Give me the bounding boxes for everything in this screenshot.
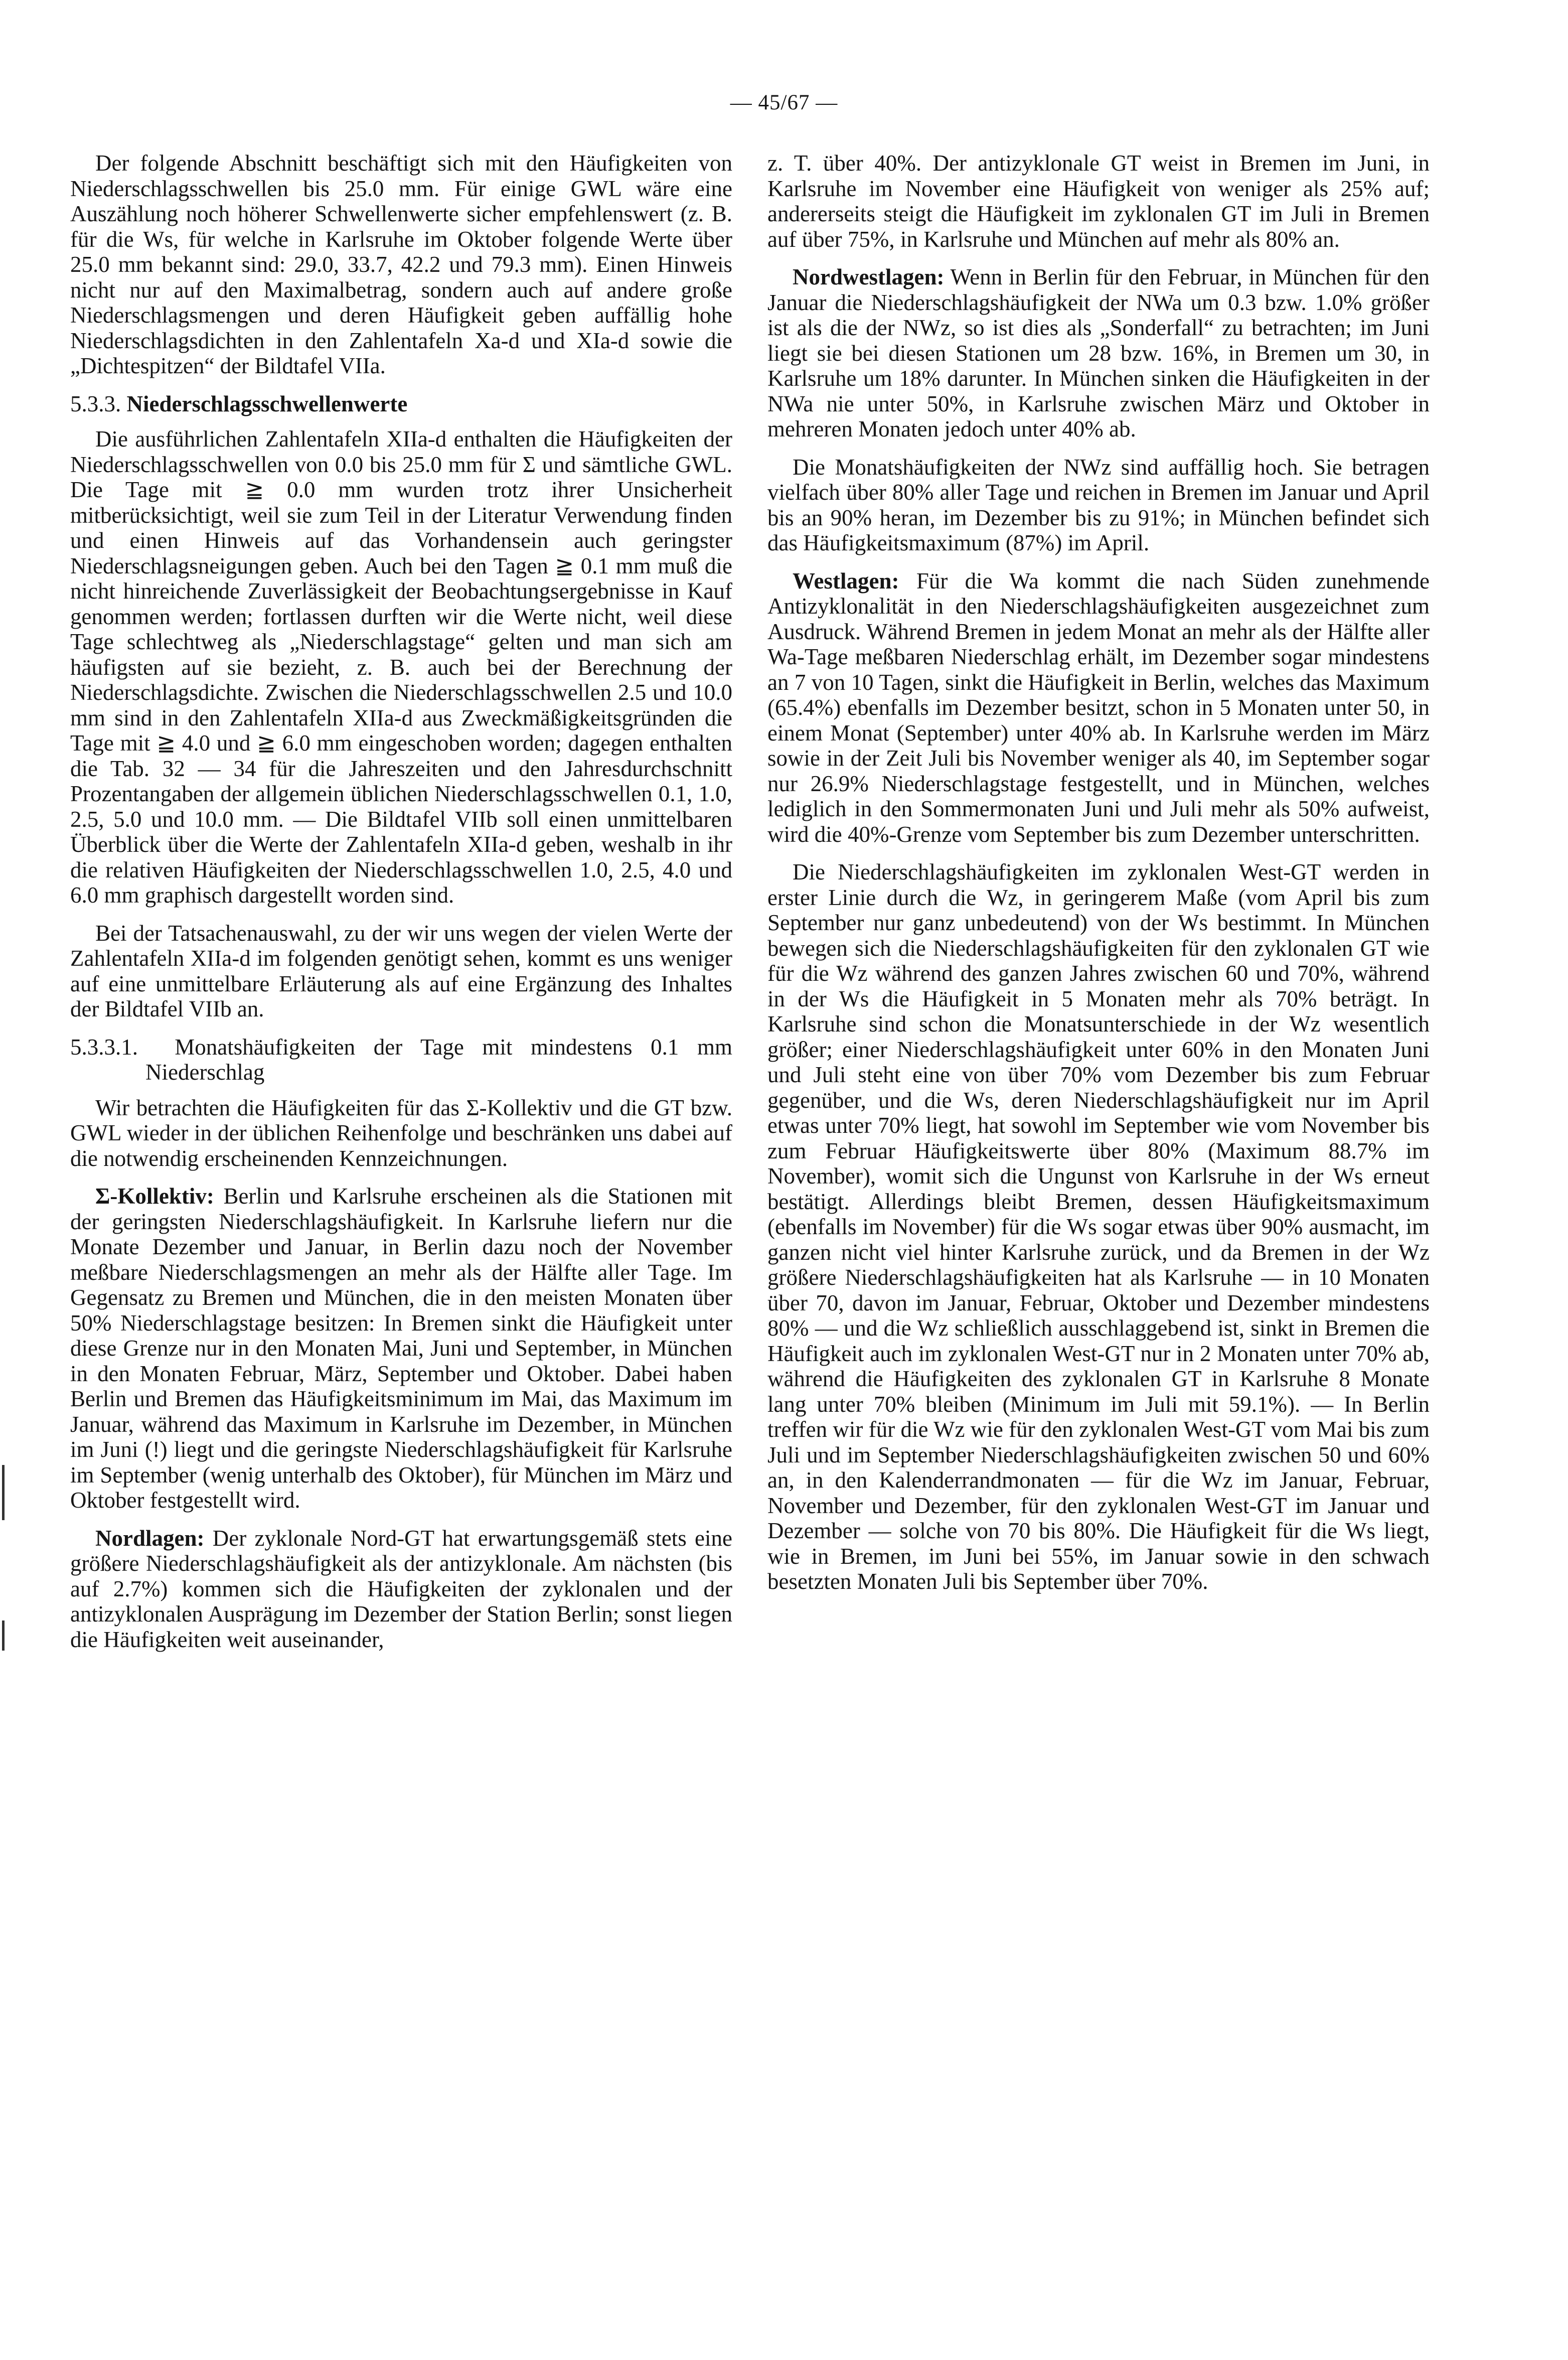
subsection-title: Monatshäufigkeiten der Tage mit mindestens 0.1 mm Niederschlag [145,1034,733,1085]
paragraph-lead: Σ-Kollektiv: [95,1184,214,1209]
paragraph [70,1184,732,1513]
paragraph-lead: Nordlagen: [95,1525,205,1551]
paragraph-body: Der zyklonale Nord-GT hat erwartungsgemäß stets eine größere Niederschlagshäufigkeit als der antizyklonale. Am nächsten (bis auf 2.7%) kommen sich die Häufigkeiten der zyklonalen und der antizyklonalen Ausprägung im Dezember der Station Berlin; sonst liegen die Häufigkeiten weit auseinander, [70,1525,733,1652]
section-title: Niederschlagsschwellenwerte [126,391,408,416]
paragraph [767,264,1430,442]
margin-mark [2,1620,5,1651]
page-number: — 45/67 — [730,91,838,114]
margin-mark [2,1465,5,1520]
paragraph: z. T. über 40%. Der antizyklonale GT weist in Bremen im Juni, in Karlsruhe im November eine Häufigkeit von weniger als 25% auf; andererseits steigt die Häufigkeit im zyklonalen GT im Juli in Bremen auf über 75%, in Karlsruhe und München auf mehr als 80% an. [767,151,1430,252]
subsection-heading [70,1035,732,1085]
paragraph [70,1526,732,1653]
subsection-number: 5.3.3.1. [70,1034,138,1060]
paragraph-body: Für die Wa kommt die nach Süden zunehmende Antizyklonalität in den Niederschlagshäufigkeiten ausgezeichnet zum Ausdruck. Während Bremen in jedem Monat an mehr als der Hälfte aller Wa-Tage meßbaren Niederschlag erhält, im Dezember sogar mindestens an 7 von 10 Tagen, sinkt die Häufigkeit in Berlin, welches das Maximum (65.4%) ebenfalls im Dezember besitzt, schon in 5 Monaten unter 50, in einem Monat (September) unter 40% ab. In Karlsruhe werden im März sowie in der Zeit Juli bis November weniger als 40, im September sogar nur 26.9% Niederschlagstage festgestellt, und in München, welches lediglich in den Sommermonaten Juni und Juli mehr als 50% aufweist, wird die 40%-Grenze vom September bis zum Dezember unterschritten. [767,568,1430,847]
paragraph-body: Wenn in Berlin für den Februar, in München für den Januar die Niederschlagshäufigkeit der NWa um 0.3 bzw. 1.0% größer ist als die der NWz, so ist dies als „Sonderfall“ zu betrachten; im Juni liegt sie bei diesen Stationen um 28 bzw. 16%, in Bremen um 30, in Karlsruhe um 18% darunter. In München sinken die Häufigkeiten in der NWa nie unter 50%, in Karlsruhe zwischen März und Oktober in mehreren Monaten jedoch unter 40% ab. [767,264,1430,441]
paragraph [767,568,1430,847]
left-column [70,151,732,1665]
paragraph: Bei der Tatsachenauswahl, zu der wir uns wegen der vielen Werte der Zahlentafeln XIIa-d im folgenden genötigt sehen, kommt es uns weniger auf eine unmittelbare Erläuterung als auf eine Ergänzung des Inhaltes der Bildtafel VIIb an. [70,920,732,1021]
paragraph: Wir betrachten die Häufigkeiten für das Σ-Kollektiv und die GT bzw. GWL wieder in der üblichen Reihenfolge und beschränken uns dabei auf die notwendig erscheinenden Kennzeichnungen. [70,1095,732,1171]
section-number: 5.3.3. [70,391,121,416]
paragraph-lead: Westlagen: [793,568,899,594]
paragraph: Die Monatshäufigkeiten der NWz sind auffällig hoch. Sie betragen vielfach über 80% aller Tage und reichen in Bremen im Januar und April bis an 90% heran, im Dezember bis zu 91%; in München befindet sich das Häufigkeitsmaximum (87%) im April. [767,454,1430,555]
paragraph: Die Niederschlagshäufigkeiten im zyklonalen West-GT werden in erster Linie durch die Wz, in geringerem Maße (vom April bis zum September nur ganz unbedeutend) von der Ws bestimmt. In München bewegen sich die Niederschlagshäufigkeiten für den zyklonalen GT wie für die Wz während des ganzen Jahres zwischen 60 und 70%, während in der Ws die Häufigkeit in 5 Monaten mehr als 70% beträgt. In Karlsruhe sind schon die Monatsunterschiede in der Wz wesentlich größer; einer Niederschlagshäufigkeit unter 60% in den Monaten Juni und Juli steht eine von über 70% vom Dezember bis zum Februar gegenüber, und die Ws, deren Niederschlagshäufigkeit nur im April etwas unter 70% liegt, hat sowohl im September wie vom November bis zum Februar Häufigkeitswerte über 80% (Maximum 88.7% im November), womit sich die Ungunst von Karlsruhe in der Ws erneut bestätigt. Allerdings bleibt Bremen, dessen Häufigkeitsmaximum (ebenfalls im November) für die Ws sogar etwas über 90% ausmacht, im ganzen nicht viel hinter Karlsruhe zurück, und da Bremen in der Wz größere Niederschlagshäufigkeiten hat als Karlsruhe — in 10 Monaten über 70, davon im Januar, Februar, Oktober und Dezember mindestens 80% — und die Wz schließlich ausschlaggebend ist, sinkt in Bremen die Häufigkeit auch im zyklonalen West-GT nur in 2 Monaten unter 70% ab, während die Häufigkeiten des zyklonalen GT in Karlsruhe 8 Monate lang unter 70% bleiben (Minimum im Juli mit 59.1%). — In Berlin treffen wir für die Wz wie für den zyklonalen West-GT vom Mai bis zum Juli und im September Niederschlagshäufigkeiten zwischen 50 und 60% an, in den Kalenderrandmonaten — für die Wz im Januar, Februar, November und Dezember, für den zyklonalen West-GT im Januar und Dezember — solche von 70 bis 80%. Die Häufigkeit für die Ws liegt, wie in Bremen, im Juni bei 55%, im Januar sowie in den schwach besetzten Monaten Juli bis September über 70%. [767,859,1430,1594]
paragraph-lead: Nordwestlagen: [793,264,945,289]
paragraph-body: Berlin und Karlsruhe erscheinen als die Stationen mit der geringsten Niederschlagshäufigkeit. In Karlsruhe liefern nur die Monate Dezember und Januar, in Berlin dazu noch der November meßbare Niederschlagsmengen an mehr als der Hälfte aller Tage. Im Gegensatz zu Bremen und München, die in den meisten Monaten über 50% Niederschlagstage besitzen: In Bremen sinkt die Häufigkeit unter diese Grenze nur in den Monaten Mai, Juni und September, in München in den Monaten Februar, März, September und Oktober. Dabei haben Berlin und Bremen das Häufigkeitsminimum im Mai, das Maximum im Januar, während das Maximum in Karlsruhe im Dezember, in München im Juni (!) liegt und die geringste Niederschlagshäufigkeit für Karlsruhe im September (wenig unterhalb des Oktober), für München im März und Oktober festgestellt wird. [70,1184,732,1513]
section-heading [70,391,732,417]
paragraph: Die ausführlichen Zahlentafeln XIIa-d enthalten die Häufigkeiten der Niederschlagsschwellen von 0.0 bis 25.0 mm für Σ und sämtliche GWL. Die Tage mit ≧ 0.0 mm wurden trotz ihrer Unsicherheit mitberücksichtigt, weil sie zum Teil in der Literatur Verwendung finden und einen Hinweis auf das Vorhandensein auch geringster Niederschlagsneigungen geben. Auch bei den Tagen ≧ 0.1 mm muß die nicht hinreichende Zuverlässigkeit der Beobachtungsergebnisse in Kauf genommen werden; fortlassen durften wir die Werte nicht, weil diese Tage schlechtweg als „Niederschlagstage“ gelten und man sich am häufigsten auf sie bezieht, z. B. auch bei der Berechnung der Niederschlagsdichte. Zwischen die Niederschlagsschwellen 2.5 und 10.0 mm sind in den Zahlentafeln XIIa-d aus Zweckmäßigkeitsgründen die Tage mit ≧ 4.0 und ≧ 6.0 mm eingeschoben worden; dagegen enthalten die Tab. 32 — 34 für die Jahreszeiten und den Jahresdurchschnitt Prozentangaben der allgemein üblichen Niederschlagsschwellen 0.1, 1.0, 2.5, 5.0 und 10.0 mm. — Die Bildtafel VIIb soll einen unmittelbaren Überblick über die Werte der Zahlentafeln XIIa-d geben, weshalb in ihr die relativen Häufigkeiten der Niederschlagsschwellen 1.0, 2.5, 4.0 und 6.0 mm graphisch dargestellt worden sind. [70,426,732,908]
paragraph: Der folgende Abschnitt beschäftigt sich mit den Häufigkeiten von Niederschlagsschwellen bis 25.0 mm. Für einige GWL wäre eine Auszählung noch höherer Schwellenwerte sicher empfehlenswert (z. B. für die Ws, für welche in Karlsruhe im Oktober folgende Werte über 25.0 mm bekannt sind: 29.0, 33.7, 42.2 und 79.3 mm). Einen Hinweis nicht nur auf den Maximalbetrag, sondern auch auf andere große Niederschlagsmengen und deren Häufigkeit geben auffällig hohe Niederschlagsdichten in den Zahlentafeln Xa-d und XIa-d sowie die „Dichtespitzen“ der Bildtafel VIIa. [70,151,732,378]
right-column [767,151,1430,1607]
